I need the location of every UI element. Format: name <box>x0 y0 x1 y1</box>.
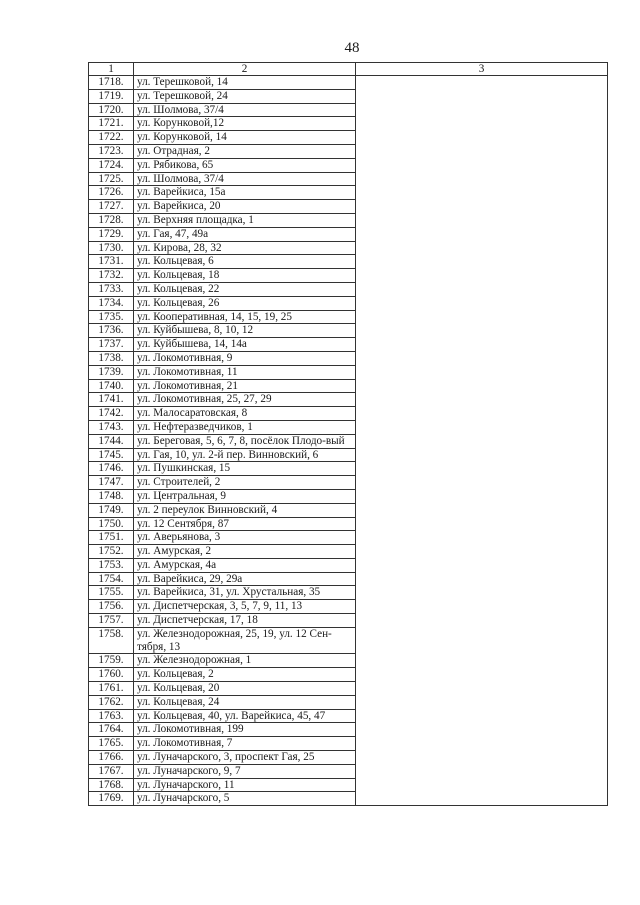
row-address: ул. Корунковой,12 <box>134 117 356 131</box>
row-address: ул. Луначарского, 11 <box>134 778 356 792</box>
row-address: ул. Локомотивная, 9 <box>134 351 356 365</box>
row-number: 1731. <box>89 255 134 269</box>
row-address: ул. Куйбышева, 14, 14а <box>134 338 356 352</box>
row-number: 1762. <box>89 695 134 709</box>
row-number: 1738. <box>89 351 134 365</box>
row-number: 1718. <box>89 76 134 90</box>
row-number: 1742. <box>89 407 134 421</box>
row-number: 1734. <box>89 296 134 310</box>
row-address: ул. Кольцевая, 6 <box>134 255 356 269</box>
row-address: ул. Железнодорожная, 25, 19, ул. 12 Сен-тября, 13 <box>134 627 356 654</box>
row-address: ул. Кольцевая, 26 <box>134 296 356 310</box>
row-address: ул. Варейкиса, 29, 29а <box>134 572 356 586</box>
row-number: 1737. <box>89 338 134 352</box>
row-number: 1729. <box>89 227 134 241</box>
row-number: 1735. <box>89 310 134 324</box>
row-address: ул. Кольцевая, 40, ул. Варейкиса, 45, 47 <box>134 709 356 723</box>
row-number: 1763. <box>89 709 134 723</box>
row-address: ул. Варейкиса, 20 <box>134 200 356 214</box>
row-number: 1751. <box>89 531 134 545</box>
row-address: ул. Шолмова, 37/4 <box>134 172 356 186</box>
row-number: 1719. <box>89 89 134 103</box>
row-number: 1741. <box>89 393 134 407</box>
header-col-1: 1 <box>89 63 134 76</box>
row-number: 1730. <box>89 241 134 255</box>
row-number: 1761. <box>89 682 134 696</box>
row-number: 1725. <box>89 172 134 186</box>
row-number: 1752. <box>89 545 134 559</box>
table-row <box>89 76 608 90</box>
row-address: ул. Гая, 10, ул. 2-й пер. Винновский, 6 <box>134 448 356 462</box>
row-number: 1721. <box>89 117 134 131</box>
row-address: ул. Локомотивная, 11 <box>134 365 356 379</box>
table-body <box>89 76 608 806</box>
row-number: 1728. <box>89 213 134 227</box>
row-number: 1726. <box>89 186 134 200</box>
row-address: ул. Луначарского, 5 <box>134 792 356 806</box>
row-address: ул. Кирова, 28, 32 <box>134 241 356 255</box>
row-address: ул. Терешковой, 24 <box>134 89 356 103</box>
row-address: ул. Локомотивная, 25, 27, 29 <box>134 393 356 407</box>
row-number: 1720. <box>89 103 134 117</box>
row-number: 1746. <box>89 462 134 476</box>
row-address: ул. Амурская, 2 <box>134 545 356 559</box>
row-address: ул. Кольцевая, 18 <box>134 269 356 283</box>
row-number: 1736. <box>89 324 134 338</box>
row-address: ул. Железнодорожная, 1 <box>134 654 356 668</box>
row-address: ул. Кольцевая, 24 <box>134 695 356 709</box>
row-address: ул. Варейкиса, 31, ул. Хрустальная, 35 <box>134 586 356 600</box>
row-address: ул. Кольцевая, 20 <box>134 682 356 696</box>
row-address: ул. Варейкиса, 15а <box>134 186 356 200</box>
row-address: ул. Локомотивная, 199 <box>134 723 356 737</box>
row-address: ул. Корунковой, 14 <box>134 131 356 145</box>
address-table <box>88 62 608 806</box>
row-number: 1757. <box>89 614 134 628</box>
row-number: 1727. <box>89 200 134 214</box>
row-address: ул. Шолмова, 37/4 <box>134 103 356 117</box>
row-address: ул. Пушкинская, 15 <box>134 462 356 476</box>
row-address: ул. Кольцевая, 2 <box>134 668 356 682</box>
row-address: ул. Строителей, 2 <box>134 476 356 490</box>
row-number: 1750. <box>89 517 134 531</box>
row-number: 1755. <box>89 586 134 600</box>
row-address: ул. Диспетчерская, 3, 5, 7, 9, 11, 13 <box>134 600 356 614</box>
row-number: 1722. <box>89 131 134 145</box>
row-address: ул. Терешковой, 14 <box>134 76 356 90</box>
row-address: ул. Диспетчерская, 17, 18 <box>134 614 356 628</box>
row-address: ул. 2 переулок Винновский, 4 <box>134 503 356 517</box>
row-address: ул. Верхняя площадка, 1 <box>134 213 356 227</box>
row-address: ул. Рябикова, 65 <box>134 158 356 172</box>
row-address: ул. Куйбышева, 8, 10, 12 <box>134 324 356 338</box>
row-number: 1760. <box>89 668 134 682</box>
row-address: ул. 12 Сентября, 87 <box>134 517 356 531</box>
row-number: 1768. <box>89 778 134 792</box>
row-address: ул. Нефтеразведчиков, 1 <box>134 420 356 434</box>
row-number: 1767. <box>89 764 134 778</box>
row-address: ул. Луначарского, 3, проспект Гая, 25 <box>134 751 356 765</box>
row-address: ул. Гая, 47, 49а <box>134 227 356 241</box>
row-number: 1733. <box>89 282 134 296</box>
row-address: ул. Локомотивная, 7 <box>134 737 356 751</box>
row-address: ул. Отрадная, 2 <box>134 144 356 158</box>
page-number: 48 <box>344 40 360 56</box>
row-address: ул. Центральная, 9 <box>134 489 356 503</box>
row-number: 1758. <box>89 627 134 654</box>
header-col-2: 2 <box>134 63 356 76</box>
row-address: ул. Локомотивная, 21 <box>134 379 356 393</box>
row-number: 1748. <box>89 489 134 503</box>
row-number: 1744. <box>89 434 134 448</box>
row-address: ул. Луначарского, 9, 7 <box>134 764 356 778</box>
row-number: 1766. <box>89 751 134 765</box>
row-number: 1765. <box>89 737 134 751</box>
row-address: ул. Амурская, 4а <box>134 558 356 572</box>
column-3-cell <box>356 76 608 806</box>
row-address: ул. Кооперативная, 14, 15, 19, 25 <box>134 310 356 324</box>
row-number: 1724. <box>89 158 134 172</box>
row-address: ул. Кольцевая, 22 <box>134 282 356 296</box>
row-number: 1745. <box>89 448 134 462</box>
row-number: 1749. <box>89 503 134 517</box>
row-address: ул. Аверьянова, 3 <box>134 531 356 545</box>
row-number: 1756. <box>89 600 134 614</box>
row-number: 1764. <box>89 723 134 737</box>
header-col-3: 3 <box>356 63 608 76</box>
row-number: 1769. <box>89 792 134 806</box>
row-number: 1740. <box>89 379 134 393</box>
row-address: ул. Береговая, 5, 6, 7, 8, посёлок Плодо-вый <box>134 434 356 448</box>
row-number: 1739. <box>89 365 134 379</box>
row-address: ул. Малосаратовская, 8 <box>134 407 356 421</box>
row-number: 1743. <box>89 420 134 434</box>
row-number: 1732. <box>89 269 134 283</box>
row-number: 1754. <box>89 572 134 586</box>
row-number: 1723. <box>89 144 134 158</box>
row-number: 1759. <box>89 654 134 668</box>
row-number: 1747. <box>89 476 134 490</box>
table-header-row <box>89 63 608 76</box>
row-number: 1753. <box>89 558 134 572</box>
